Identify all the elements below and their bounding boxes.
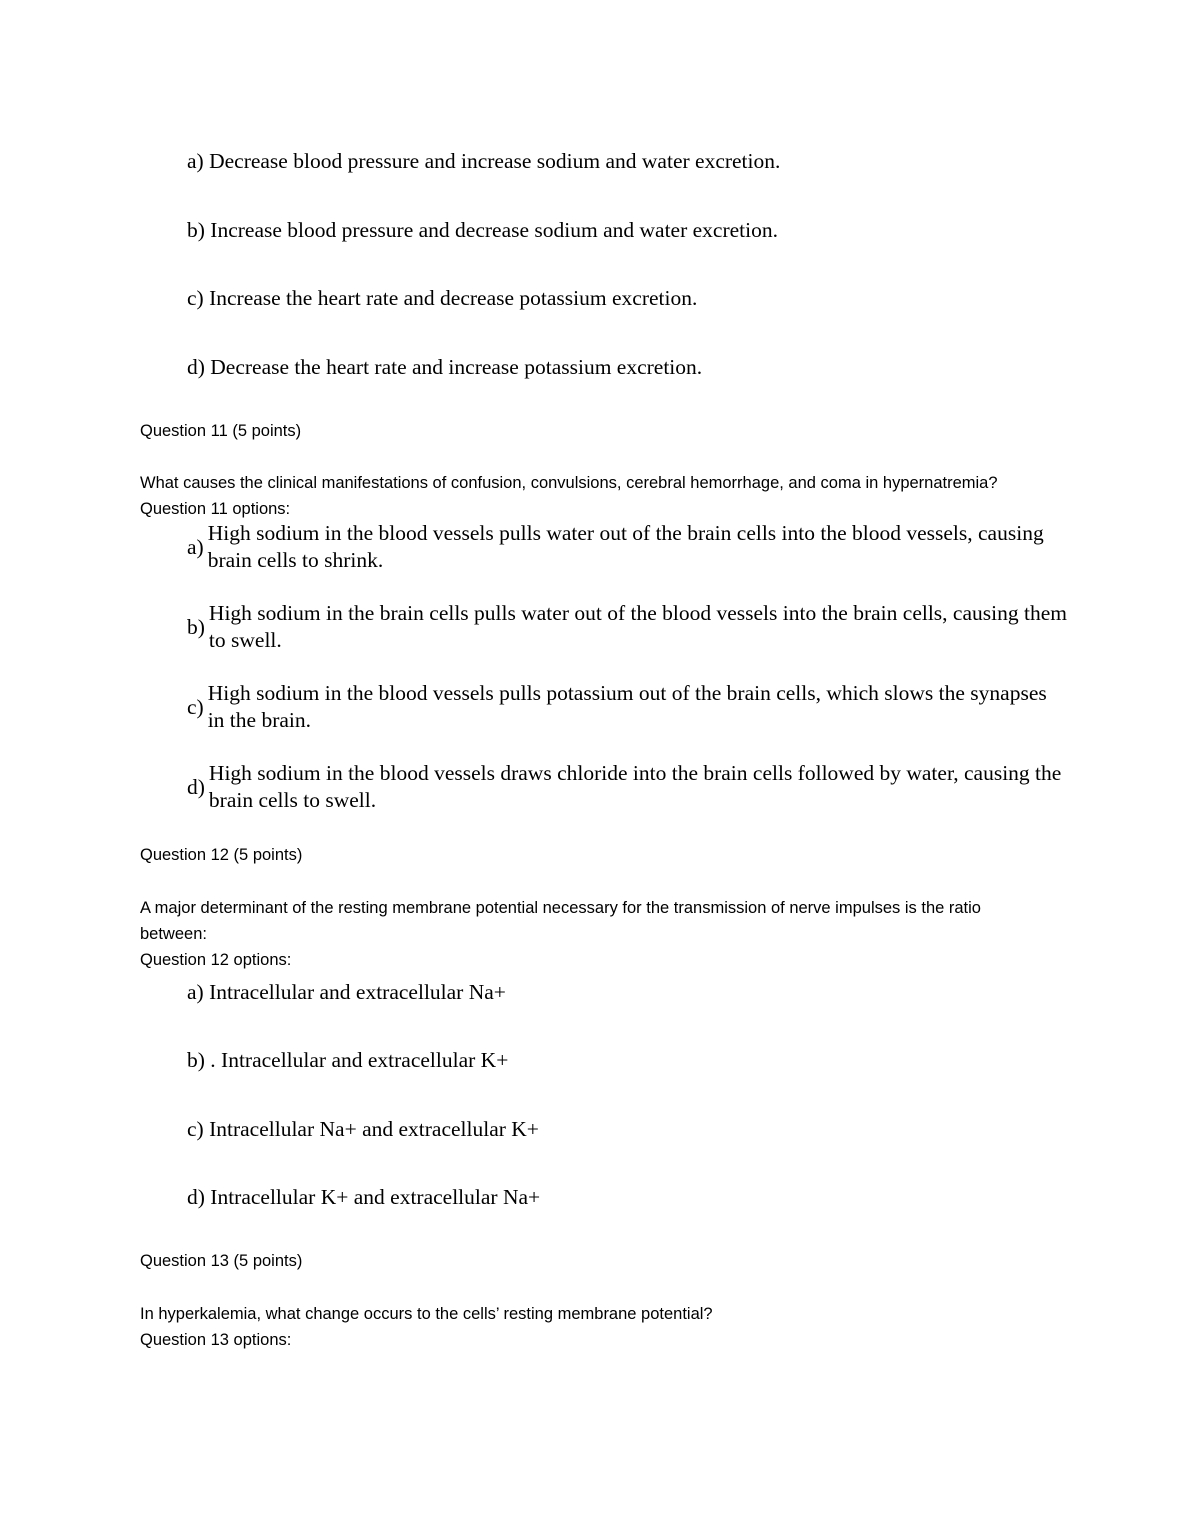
option-text: High sodium in the blood vessels pulls potassium out of the brain cells, which slows the synapses in the brain.	[207, 681, 1047, 732]
q11-heading: Question 11 (5 points)	[140, 422, 302, 440]
q13-text: In hyperkalemia, what change occurs to the cells’ resting membrane potential?	[140, 1305, 713, 1323]
option-letter: b)	[187, 614, 205, 639]
option-text: High sodium in the brain cells pulls water out of the blood vessels into the brain cells, causing them to swell.	[208, 601, 1067, 652]
q12-option-d[interactable]: d) Intracellular K+ and extracellular Na+	[187, 1185, 541, 1209]
q10-option-a[interactable]: a) Decrease blood pressure and increase sodium and water excretion.	[187, 149, 781, 173]
option-text: High sodium in the blood vessels pulls water out of the brain cells into the blood vessels, causing brain cells to shrink.	[207, 521, 1044, 572]
q11-option-b[interactable]	[187, 600, 1067, 654]
option-letter: c)	[187, 694, 204, 719]
q13-question-text	[140, 1301, 1060, 1353]
q12-heading: Question 12 (5 points)	[140, 846, 303, 864]
q11-question-text	[140, 470, 1060, 522]
q11-option-a[interactable]	[187, 520, 1067, 574]
q10-option-d[interactable]: d) Decrease the heart rate and increase potassium excretion.	[187, 355, 703, 379]
q11-options-label: Question 11 options:	[140, 500, 291, 518]
option-text: High sodium in the blood vessels draws chloride into the brain cells followed by water, causing the brain cells to swell.	[208, 761, 1062, 812]
q10-option-c[interactable]: c) Increase the heart rate and decrease potassium excretion.	[187, 286, 698, 310]
option-letter: a)	[187, 534, 204, 559]
q12-text: A major determinant of the resting membrane potential necessary for the transmission of nerve impulses is the ratio between:	[140, 899, 981, 943]
q12-option-b[interactable]: b) . Intracellular and extracellular K+	[187, 1048, 509, 1072]
q11-option-d[interactable]	[187, 760, 1067, 814]
q13-options-label: Question 13 options:	[140, 1331, 292, 1349]
q13-heading: Question 13 (5 points)	[140, 1252, 303, 1270]
q12-option-a[interactable]: a) Intracellular and extracellular Na+	[187, 980, 506, 1004]
option-letter: d)	[187, 774, 205, 799]
q12-options-label: Question 12 options:	[140, 951, 292, 969]
q11-text: What causes the clinical manifestations of confusion, convulsions, cerebral hemorrhage, and coma in hypernatremia?	[140, 474, 998, 492]
q12-option-c[interactable]: c) Intracellular Na+ and extracellular K+	[187, 1117, 539, 1141]
q11-option-c[interactable]	[187, 680, 1067, 734]
q12-question-text	[140, 895, 1040, 973]
q10-option-b[interactable]: b) Increase blood pressure and decrease sodium and water excretion.	[187, 218, 778, 242]
